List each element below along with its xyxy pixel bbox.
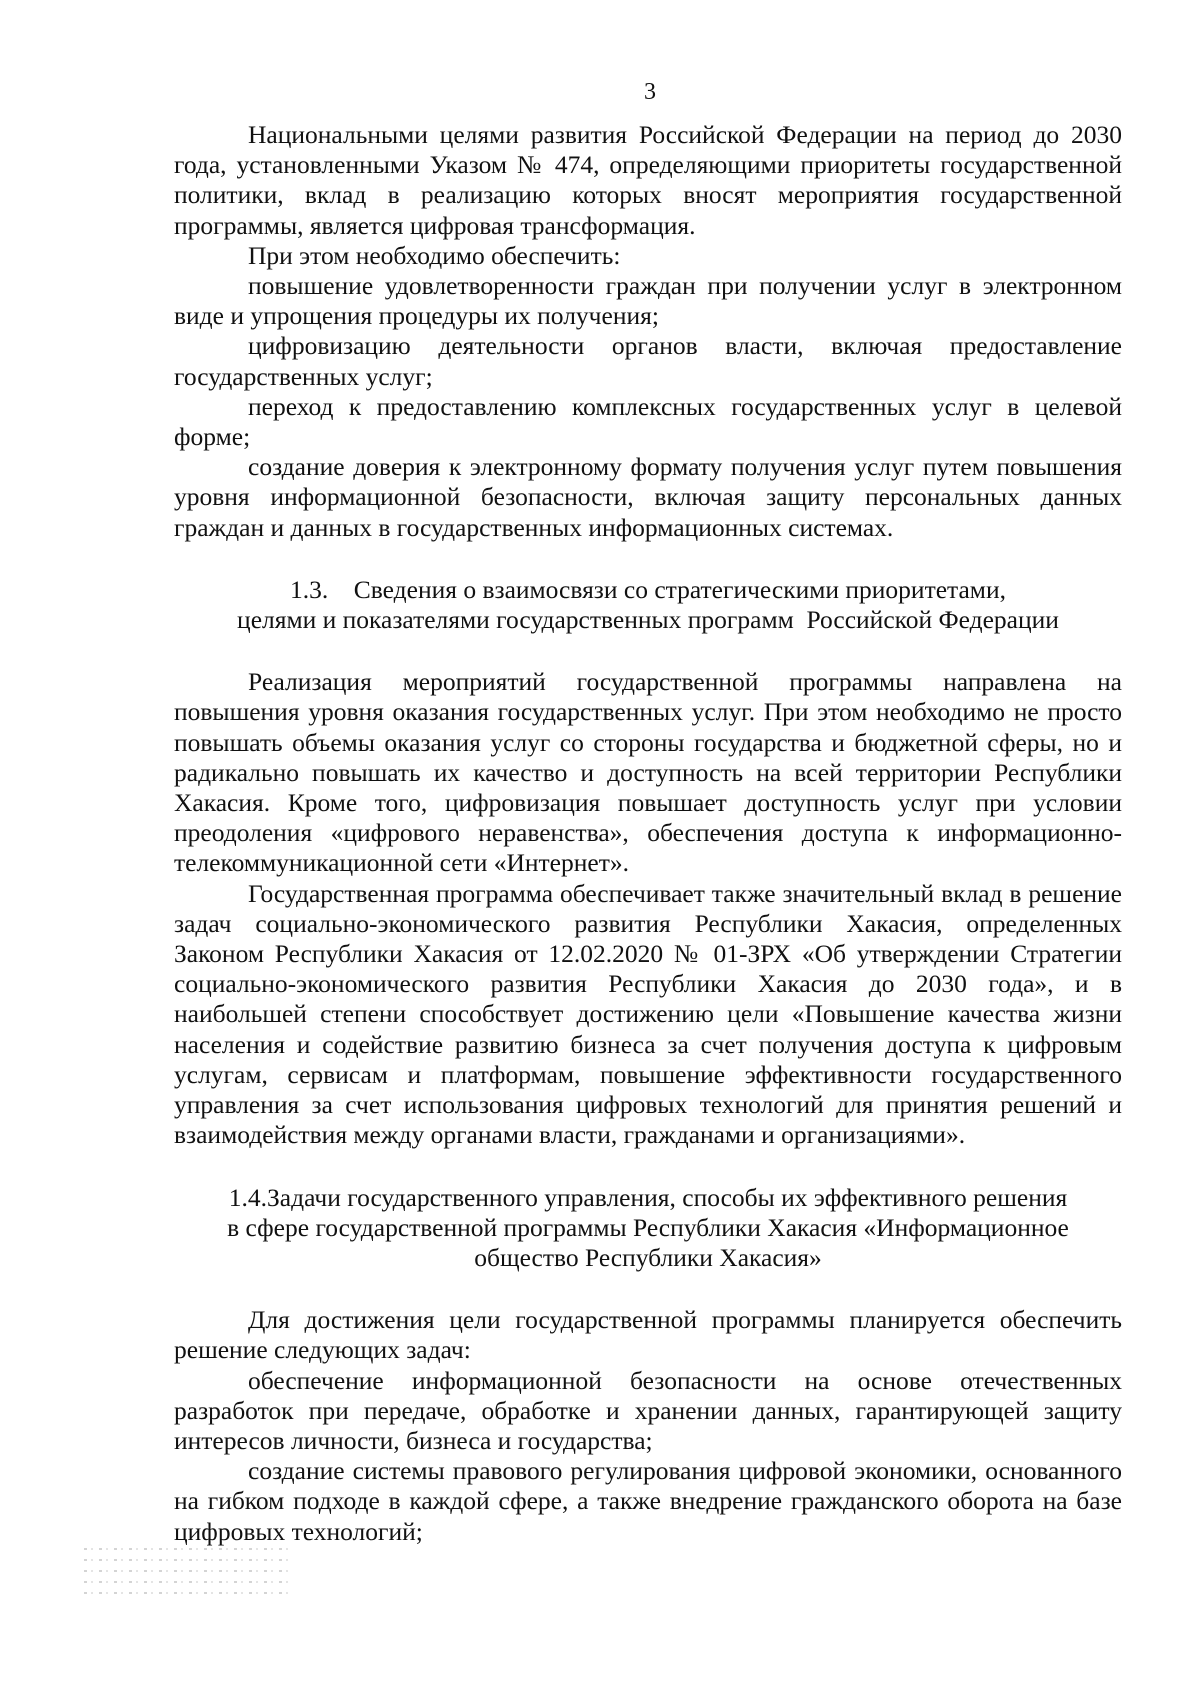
heading-line: в сфере государственной программы Республики Хакасия «Информационное — [227, 1212, 1069, 1242]
paragraph: Реализация мероприятий государственной программы направлена на повышения уровня оказания государственных услуг. При этом необходимо не просто повышать объемы оказания услуг со стороны государства и бюджетной сферы, но и радикально повышать их качество и доступность на всей территории Республики Хакасия. Кроме того, цифровизация повышает доступность услуг при условии преодоления «цифрового неравенства», обеспечения доступа к информационно-телекоммуникационной сети «Интернет». — [174, 667, 1122, 878]
spacer — [174, 543, 1122, 575]
page-number: 3 — [644, 79, 656, 105]
spacer — [174, 635, 1122, 667]
heading-line: 1.3. Сведения о взаимосвязи со стратегическими приоритетами, — [290, 574, 1006, 604]
spacer — [174, 1151, 1122, 1183]
paragraph: создание системы правового регулирования цифровой экономики, основанного на гибком подходе в каждой сфере, а также внедрение гражданского оборота на базе цифровых технологий; — [174, 1456, 1122, 1546]
heading-line: общество Республики Хакасия» — [474, 1242, 822, 1272]
document-body — [174, 120, 1122, 1547]
paragraph: При этом необходимо обеспечить: — [248, 240, 621, 270]
paragraph: Государственная программа обеспечивает также значительный вклад в решение задач социально-экономического развития Республики Хакасия, определенных Законом Республики Хакасия от 12.02.2020 № 01-ЗРХ «Об утверждении Стратегии социально-экономического развития Республики Хакасия до 2030 года», и в наибольшей степени способствует достижению цели «Повышение качества жизни населения и содействие развитию бизнеса за счет получения доступа к цифровым услугам, сервисам и платформам, повышение эффективности государственного управления за счет использования цифровых технологий для принятия решений и взаимодействия между органами власти, гражданами и организациями». — [174, 878, 1122, 1150]
faint-scan-stamp — [84, 1548, 294, 1608]
paragraph: повышение удовлетворенности граждан при получении услуг в электронном виде и упрощения процедуры их получения; — [174, 271, 1122, 331]
paragraph: Национальными целями развития Российской Федерации на период до 2030 года, установленными Указом № 474, определяющими приоритеты государственной политики, вклад в реализацию которых вносят мероприятия государственной программы, является цифровая трансформация. — [174, 120, 1122, 240]
paragraph: Для достижения цели государственной программы планируется обеспечить решение следующих задач: — [174, 1305, 1122, 1365]
spacer — [174, 1273, 1122, 1305]
paragraph: цифровизацию деятельности органов власти, включая предоставление государственных услуг; — [174, 331, 1122, 391]
heading-line: целями и показателями государственных программ Российской Федерации — [237, 605, 1059, 635]
paragraph: обеспечение информационной безопасности на основе отечественных разработок при передаче, обработке и хранении данных, гарантирующей защиту интересов личности, бизнеса и государства; — [174, 1365, 1122, 1455]
paragraph: переход к предоставлению комплексных государственных услуг в целевой форме; — [174, 391, 1122, 452]
section-heading-1-4 — [174, 1183, 1122, 1274]
paragraph: создание доверия к электронному формату получения услуг путем повышения уровня информационной безопасности, включая защиту персональных данных граждан и данных в государственных информационных системах. — [174, 452, 1122, 542]
section-heading-1-3 — [174, 575, 1122, 635]
heading-line: 1.4.Задачи государственного управления, способы их эффективного решения — [228, 1182, 1068, 1212]
